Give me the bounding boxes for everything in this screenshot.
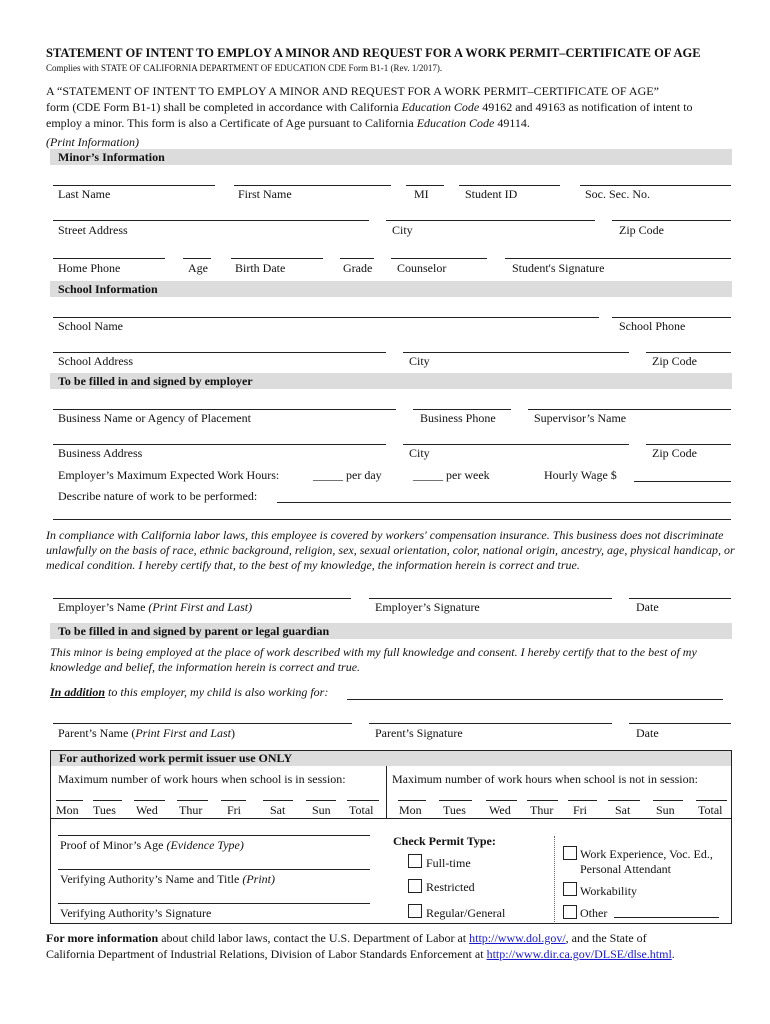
birth-date-label: Birth Date	[235, 261, 286, 275]
employer-date-field[interactable]	[629, 598, 731, 599]
employer-signature-field[interactable]	[369, 598, 612, 599]
in-session-sun-field[interactable]	[306, 800, 336, 801]
day-label: Tues	[443, 803, 466, 817]
personal-attendant-label: Personal Attendant	[580, 862, 671, 876]
hours-per-week-field[interactable]: _____ per week	[413, 468, 490, 482]
hourly-wage-label: Hourly Wage $	[544, 468, 617, 482]
issuer-section-header: For authorized work permit issuer use ONLY	[51, 751, 731, 766]
check-permit-type-label: Check Permit Type:	[393, 834, 496, 848]
employer-date-label: Date	[636, 600, 659, 614]
parent-statement: This minor is being employed at the place of work described with my full knowledge and consent. I hereby certify that to the best of my knowledge and belief, the information herein is correct and true.	[50, 645, 697, 674]
restricted-checkbox[interactable]	[408, 879, 422, 893]
not-in-session-sat-field[interactable]	[608, 800, 640, 801]
day-label: Wed	[489, 803, 511, 817]
minor-zip-field[interactable]	[612, 220, 731, 221]
business-zip-label: Zip Code	[652, 446, 697, 460]
workability-label: Workability	[580, 884, 638, 898]
day-label: Fri	[573, 803, 588, 817]
in-session-tue-field[interactable]	[93, 800, 122, 801]
school-city-field[interactable]	[403, 352, 629, 353]
counselor-label: Counselor	[397, 261, 447, 275]
day-label: Sat	[615, 803, 631, 817]
student-id-field[interactable]	[459, 185, 560, 186]
also-working-label: In addition to this employer, my child is also working for:	[50, 685, 329, 699]
school-city-label: City	[409, 354, 430, 368]
footer-line-1: For more information about child labor laws, contact the U.S. Department of Labor at http://www.dol.gov/, and the State of	[46, 931, 647, 945]
grade-field[interactable]	[340, 258, 374, 259]
print-info-note: (Print Information)	[46, 135, 139, 149]
in-session-wed-field[interactable]	[134, 800, 165, 801]
issuer-divider-horizontal	[50, 818, 731, 819]
work-experience-checkbox[interactable]	[563, 846, 577, 860]
student-signature-field[interactable]	[505, 258, 731, 259]
student-id-label: Student ID	[465, 187, 518, 201]
employer-name-field[interactable]	[53, 598, 351, 599]
in-session-mon-field[interactable]	[56, 800, 83, 801]
school-address-label: School Address	[58, 354, 133, 368]
issuer-divider-vertical	[386, 766, 387, 818]
business-address-label: Business Address	[58, 446, 143, 460]
describe-work-field-2[interactable]	[53, 519, 731, 520]
street-address-field[interactable]	[53, 220, 369, 221]
parent-date-label: Date	[636, 726, 659, 740]
dlse-link[interactable]: http://www.dir.ca.gov/DLSE/dlse.html	[486, 947, 672, 961]
regular-general-label: Regular/General	[426, 906, 506, 920]
not-in-session-tue-field[interactable]	[439, 800, 472, 801]
verifying-name-label: Verifying Authority’s Name and Title (Print)	[60, 872, 275, 886]
in-session-total-field[interactable]	[347, 800, 379, 801]
business-phone-label: Business Phone	[420, 411, 496, 425]
parent-section-header: To be filled in and signed by parent or legal guardian	[50, 623, 732, 639]
verifying-name-field[interactable]	[58, 869, 370, 870]
employer-name-label: Employer’s Name (Print First and Last)	[58, 600, 253, 614]
day-label: Thur	[179, 803, 203, 817]
max-hours-label: Employer’s Maximum Expected Work Hours:	[58, 468, 280, 482]
parent-signature-label: Parent’s Signature	[375, 726, 463, 740]
grade-label: Grade	[343, 261, 373, 275]
intro-line-3: employ a minor. This form is also a Certificate of Age pursuant to California Education Code 49114.	[46, 116, 530, 130]
counselor-field[interactable]	[391, 258, 487, 259]
footer-line-2: California Department of Industrial Relations, Division of Labor Standards Enforcement at http://www.dir.ca.gov/DLSE/dlse.html.	[46, 947, 675, 961]
minor-zip-label: Zip Code	[619, 223, 664, 237]
supervisor-label: Supervisor’s Name	[534, 411, 627, 425]
school-phone-label: School Phone	[619, 319, 686, 333]
intro-line-1: A “STATEMENT OF INTENT TO EMPLOY A MINOR AND REQUEST FOR A WORK PERMIT–CERTIFICATE OF AGE”	[46, 84, 659, 98]
day-label: Tues	[93, 803, 116, 817]
work-experience-label: Work Experience, Voc. Ed.,	[580, 847, 713, 861]
employer-signature-label: Employer’s Signature	[375, 600, 480, 614]
parent-signature-field[interactable]	[369, 723, 612, 724]
proof-of-age-field[interactable]	[58, 835, 370, 836]
business-city-field[interactable]	[403, 444, 629, 445]
not-in-session-sun-field[interactable]	[653, 800, 683, 801]
school-address-field[interactable]	[53, 352, 386, 353]
business-address-field[interactable]	[53, 444, 386, 445]
business-phone-field[interactable]	[413, 409, 511, 410]
proof-of-age-label: Proof of Minor’s Age (Evidence Type)	[60, 838, 244, 852]
describe-work-field[interactable]	[277, 502, 731, 503]
day-label: Mon	[56, 803, 79, 817]
last-name-label: Last Name	[58, 187, 111, 201]
full-time-label: Full-time	[426, 856, 471, 870]
workability-checkbox[interactable]	[563, 882, 577, 896]
minor-city-label: City	[392, 223, 413, 237]
home-phone-label: Home Phone	[58, 261, 121, 275]
school-phone-field[interactable]	[612, 317, 731, 318]
first-name-field[interactable]	[234, 185, 391, 186]
ssn-field[interactable]	[580, 185, 731, 186]
last-name-field[interactable]	[53, 185, 215, 186]
in-session-label: Maximum number of work hours when school is in session:	[58, 772, 346, 786]
also-working-field[interactable]	[347, 699, 723, 700]
day-label: Sun	[656, 803, 675, 817]
business-name-label: Business Name or Agency of Placement	[58, 411, 251, 425]
hours-per-day-field[interactable]: _____ per day	[313, 468, 382, 482]
mi-field[interactable]	[406, 185, 444, 186]
not-in-session-label: Maximum number of work hours when school is not in session:	[392, 772, 698, 786]
mi-label: MI	[414, 187, 429, 201]
first-name-label: First Name	[238, 187, 292, 201]
age-field[interactable]	[183, 258, 211, 259]
employer-section-header: To be filled in and signed by employer	[50, 373, 732, 389]
school-section-header: School Information	[50, 281, 732, 297]
other-label: Other	[580, 906, 608, 920]
day-label: Wed	[136, 803, 158, 817]
other-specify-field[interactable]	[614, 917, 719, 918]
day-label: Sat	[270, 803, 286, 817]
parent-date-field[interactable]	[629, 723, 731, 724]
not-in-session-wed-field[interactable]	[486, 800, 517, 801]
not-in-session-total-field[interactable]	[696, 800, 727, 801]
supervisor-field[interactable]	[528, 409, 731, 410]
school-zip-field[interactable]	[646, 352, 731, 353]
not-in-session-fri-field[interactable]	[568, 800, 597, 801]
school-zip-label: Zip Code	[652, 354, 697, 368]
permit-type-divider	[554, 836, 555, 922]
day-label: Mon	[399, 803, 422, 817]
parent-name-field[interactable]	[53, 723, 352, 724]
in-session-fri-field[interactable]	[221, 800, 246, 801]
full-time-checkbox[interactable]	[408, 854, 422, 868]
day-label: Thur	[530, 803, 554, 817]
dol-link[interactable]: http://www.dol.gov/	[469, 931, 566, 945]
school-name-label: School Name	[58, 319, 123, 333]
intro-line-2: form (CDE Form B1-1) shall be completed in accordance with California Education Code 49162 and 49163 as notification of intent to	[46, 100, 693, 114]
day-label: Fri	[227, 803, 242, 817]
home-phone-field[interactable]	[53, 258, 165, 259]
birth-date-field[interactable]	[231, 258, 323, 259]
minor-city-field[interactable]	[386, 220, 595, 221]
day-label: Total	[698, 803, 723, 817]
verifying-signature-field[interactable]	[58, 903, 370, 904]
not-in-session-mon-field[interactable]	[398, 800, 426, 801]
street-address-label: Street Address	[58, 223, 128, 237]
parent-name-label: Parent’s Name (Print First and Last)	[58, 726, 235, 740]
student-signature-label: Student's Signature	[512, 261, 605, 275]
age-label: Age	[188, 261, 208, 275]
not-in-session-thu-field[interactable]	[527, 800, 558, 801]
form-title: STATEMENT OF INTENT TO EMPLOY A MINOR AND REQUEST FOR A WORK PERMIT–CERTIFICATE OF AGE	[46, 46, 701, 60]
day-label: Sun	[312, 803, 331, 817]
regular-general-checkbox[interactable]	[408, 904, 422, 918]
day-label: Total	[349, 803, 374, 817]
school-name-field[interactable]	[53, 317, 599, 318]
ssn-label: Soc. Sec. No.	[585, 187, 650, 201]
form-subtitle: Complies with STATE OF CALIFORNIA DEPARTMENT OF EDUCATION CDE Form B1-1 (Rev. 1/2017).	[46, 63, 443, 73]
other-checkbox[interactable]	[563, 905, 577, 919]
in-session-sat-field[interactable]	[263, 800, 293, 801]
minor-section-header: Minor’s Information	[50, 149, 732, 165]
business-zip-field[interactable]	[646, 444, 731, 445]
describe-work-label: Describe nature of work to be performed:	[58, 489, 258, 503]
business-name-field[interactable]	[53, 409, 396, 410]
business-city-label: City	[409, 446, 430, 460]
in-session-thu-field[interactable]	[177, 800, 208, 801]
hourly-wage-field[interactable]	[634, 481, 731, 482]
verifying-signature-label: Verifying Authority’s Signature	[60, 906, 212, 920]
restricted-label: Restricted	[426, 880, 475, 894]
compliance-statement: In compliance with California labor laws, this employee is covered by workers' compensation insurance. This business does not discriminate unlawfully on the basis of race, ethnic background, religion, sex, sexual orientation, color, national origin, ancestry, age, physical handicap, or medical condition. I hereby certify that, to the best of my knowledge, the information herein is correct and true.	[46, 528, 735, 572]
